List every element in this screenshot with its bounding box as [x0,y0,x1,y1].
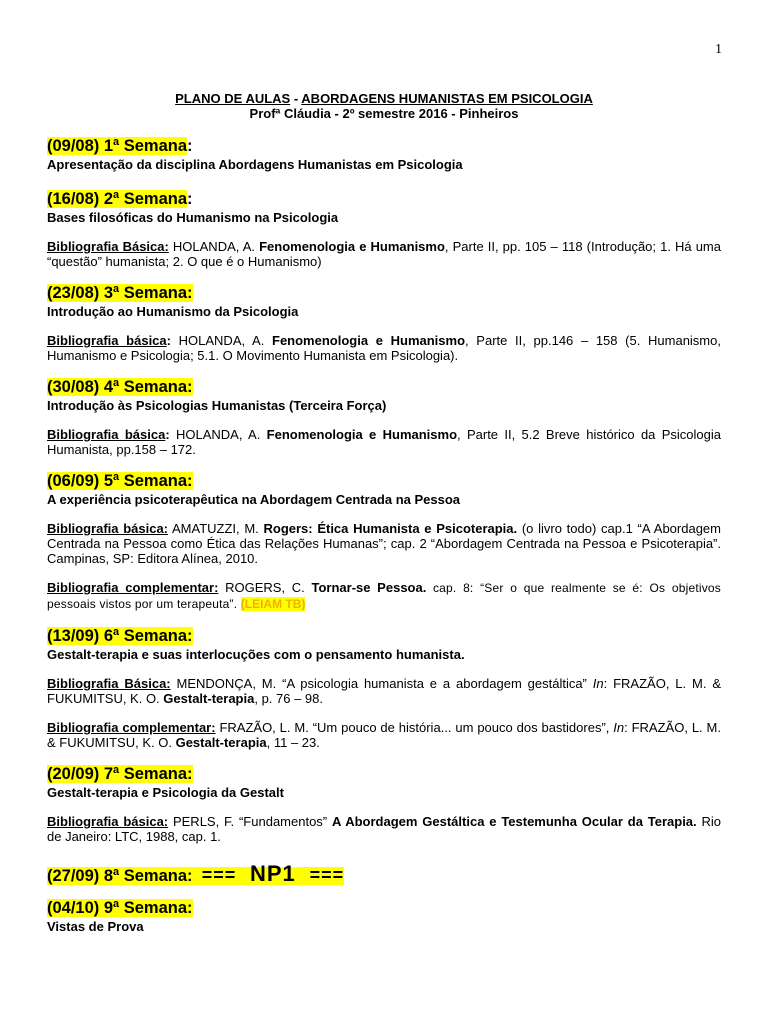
week-5 [47,471,721,612]
week-5-bibliography [47,521,721,566]
bib-rest: , Parte II, pp. 105 – 118 (Introdução; 1. Há uma “questão” humanista; 2. O que é o Humanismo) [47,239,721,269]
week-1-heading: (09/08) 1ª Semana [47,137,188,155]
comp-author: ROGERS, C. [218,580,312,595]
bib-label: Bibliografia básica [47,427,166,442]
week-9 [47,898,721,934]
bib-label: Bibliografia Básica: [47,676,171,691]
week-8-heading-text: (27/09) 8ª Semana: [47,867,193,885]
week-6-topic: Gestalt-terapia e suas interlocuções com o pensamento humanista. [47,647,465,662]
page-number: 1 [715,42,722,57]
bib-title: Fenomenologia e Humanismo [266,427,458,442]
bib-colon: : [165,427,170,442]
week-6 [47,626,721,750]
header-title-line [0,91,768,106]
bib-rest: , Parte II, pp.146 – 158 (5. Humanismo, Humanismo e Psicologia; 5.1. O Movimento Humanista em Psicologia). [47,333,721,363]
leiam-note: (LEIAM TB) [240,597,306,611]
week-1-heading-colon: : [187,137,193,155]
week-2-heading-colon: : [187,190,193,208]
bib-author: HOLANDA, A. [170,333,272,348]
week-1 [47,136,721,172]
document-header [0,91,768,121]
week-7-bibliography [47,814,721,844]
bib-title: Fenomenologia e Humanismo [259,239,445,254]
bib-author: AMATUZZI, M. [168,521,264,536]
week-4-heading: (30/08) 4ª Semana: [47,378,193,396]
week-5-complementary [47,580,721,612]
comp-label: Bibliografia complementar: [47,720,216,735]
week-4 [47,377,721,457]
bib-label: Bibliografia Básica: [47,239,169,254]
bib-in: In [592,676,604,691]
week-4-bibliography [47,427,721,457]
comp-end: , 11 – 23. [266,735,320,750]
bib-label: Bibliografia básica: [47,521,169,536]
bib-title: A Abordagem Gestáltica e Testemunha Ocular da Terapia. [331,814,697,829]
bib-rest: , Parte II, 5.2 Breve histórico da Psicologia Humanista, pp.158 – 172. [47,427,721,457]
week-7-topic: Gestalt-terapia e Psicologia da Gestalt [47,785,284,800]
week-2-bibliography [47,239,721,269]
bib-author: PERLS, F. “Fundamentos” [168,814,332,829]
comp-label: Bibliografia complementar: [47,580,219,595]
week-6-bibliography [47,676,721,706]
week-3 [47,283,721,363]
week-3-topic: Introdução ao Humanismo da Psicologia [47,304,299,319]
week-8-heading [47,861,345,886]
bib-title: Rogers: Ética Humanista e Psicoterapia. [263,521,518,536]
comp-rest: : FRAZÃO, L. M. & FUKUMITSU, K. O. [47,720,721,750]
header-subtitle: Profª Cláudia - 2º semestre 2016 - Pinheiros [249,106,519,121]
bib-rest: (o livro todo) cap.1 “A Abordagem Centrada na Pessoa como Ética das Relações Humanas”; cap. 2 “Abordagem Centrada na Pessoa e Psicoterapia”. Campinas, SP: Editora Alínea, 2010. [47,521,721,566]
np1-label: NP1 [250,861,296,886]
np1-right-marker: === [309,865,345,885]
comp-author: FRAZÃO, L. M. “Um pouco de história... um pouco dos bastidores”, [215,720,614,735]
bib-rest: : FRAZÃO, L. M. & FUKUMITSU, K. O. [47,676,721,706]
bib-label: Bibliografia básica [47,333,167,348]
bib-rest: Rio de Janeiro: LTC, 1988, cap. 1. [47,814,721,844]
header-title-a: PLANO DE AULAS [175,91,291,106]
week-7 [47,764,721,844]
week-4-topic: Introdução às Psicologias Humanistas (Terceira Força) [47,398,387,413]
week-6-complementary [47,720,721,750]
bib-author: HOLANDA, A. [168,239,260,254]
comp-rest: cap. 8: “Ser o que realmente se é: Os objetivos pessoais vistos por um terapeuta”. [47,581,721,611]
bib-label: Bibliografia básica: [47,814,169,829]
week-2 [47,189,721,269]
header-title-b: ABORDAGENS HUMANISTAS EM PSICOLOGIA [301,91,593,106]
header-title-sep: - [290,91,302,106]
schedule [47,136,721,934]
np1-left-marker: === [201,865,237,885]
bib-author: MENDONÇA, M. “A psicologia humanista e a abordagem gestáltica” [170,676,593,691]
comp-title: Tornar-se Pessoa. [311,580,427,595]
bib-title: Gestalt-terapia [163,691,255,706]
week-9-heading: (04/10) 9ª Semana: [47,899,193,917]
bib-author: HOLANDA, A. [169,427,267,442]
week-3-bibliography [47,333,721,363]
week-2-topic: Bases filosóficas do Humanismo na Psicologia [47,210,339,225]
week-9-topic: Vistas de Prova [47,919,144,934]
bib-colon: : [166,333,171,348]
bib-title: Fenomenologia e Humanismo [272,333,466,348]
week-5-topic: A experiência psicoterapêutica na Abordagem Centrada na Pessoa [47,492,461,507]
week-7-heading: (20/09) 7ª Semana: [47,765,193,783]
week-3-heading: (23/08) 3ª Semana: [47,284,193,302]
week-2-heading: (16/08) 2ª Semana [47,190,188,208]
week-1-topic: Apresentação da disciplina Abordagens Humanistas em Psicologia [47,157,463,172]
comp-title: Gestalt-terapia [175,735,267,750]
week-6-heading: (13/09) 6ª Semana: [47,627,193,645]
week-5-heading: (06/09) 5ª Semana: [47,472,193,490]
comp-in: In [613,720,625,735]
bib-end: , p. 76 – 98. [254,691,324,706]
week-8 [47,861,721,886]
